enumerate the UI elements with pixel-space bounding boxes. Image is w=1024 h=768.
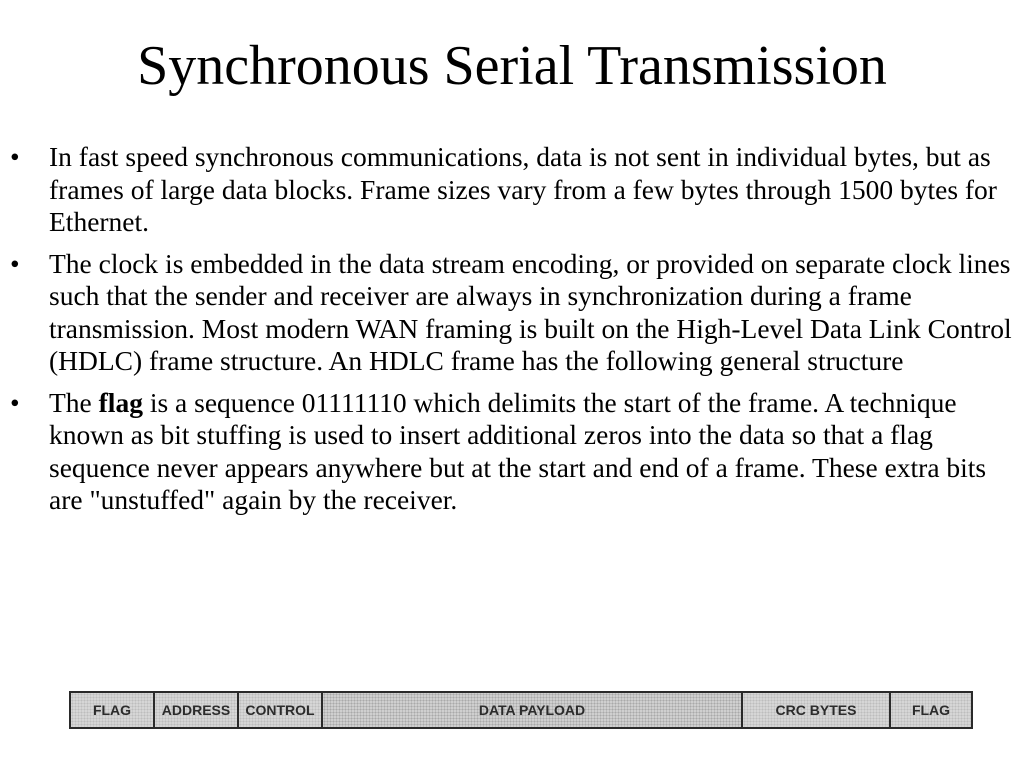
bullet-icon: • xyxy=(10,141,20,172)
frame-field-flag-end: FLAG xyxy=(891,693,971,727)
bullet-icon: • xyxy=(10,247,20,279)
bullet-text-post: is a sequence 01111110 which delimits the start of the frame. A technique known as bit stuffing is used to insert additional zeros into the data so that a flag sequence never appears anywhere but at the start and end of a frame. These extra bits are "unstuffed" again by the receiver. xyxy=(49,386,987,515)
slide-title: Synchronous Serial Transmission xyxy=(137,35,887,97)
bullet-text-pre: The xyxy=(49,386,99,418)
frame-field-data-payload: DATA PAYLOAD xyxy=(323,693,743,727)
bullet-item-clock xyxy=(10,248,1018,378)
bullet-list xyxy=(10,141,1018,526)
bullet-text-bold: flag xyxy=(98,386,143,418)
bullet-item-framing xyxy=(10,141,1018,239)
frame-field-control: CONTROL xyxy=(239,693,323,727)
frame-field-address: ADDRESS xyxy=(155,693,239,727)
bullet-text: The clock is embedded in the data stream encoding, or provided on separate clock lines such that the sender and receiver are always in synchronization during a frame transmission. Most modern WAN framing is built on the High-Level Data Link Control (HDLC) frame structure. An HDLC frame has the following general structure xyxy=(49,247,1012,376)
hdlc-frame-diagram xyxy=(69,691,973,729)
bullet-item-flag xyxy=(10,387,1018,517)
frame-field-flag-start: FLAG xyxy=(71,693,155,727)
frame-field-crc-bytes: CRC BYTES xyxy=(743,693,891,727)
bullet-icon: • xyxy=(10,386,20,418)
bullet-text: In fast speed synchronous communications, data is not sent in individual bytes, but as frames of large data blocks. Frame sizes vary from a few bytes through 1500 bytes for Ethernet. xyxy=(49,141,997,237)
